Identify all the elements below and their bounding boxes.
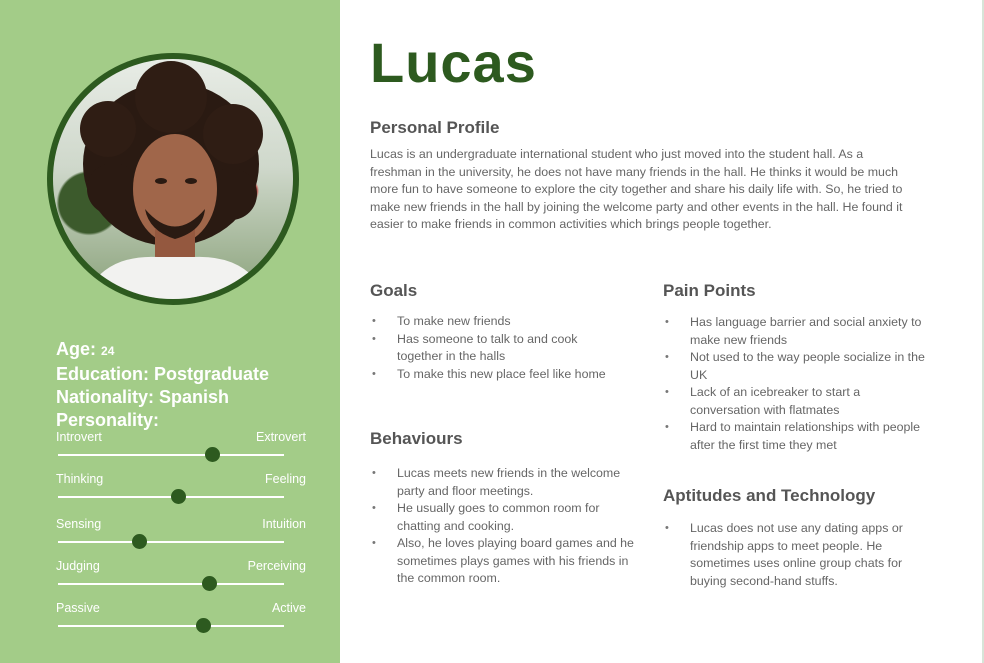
- pain-points-list: [663, 314, 933, 454]
- sidebar: [0, 0, 340, 663]
- list-item: • To make new friends: [370, 313, 620, 331]
- trait-right-label: Intuition: [262, 517, 306, 531]
- trait-slider-dot: [205, 447, 220, 462]
- trait-left-label: Introvert: [56, 430, 102, 444]
- trait-left-label: Thinking: [56, 472, 104, 486]
- nationality-row: [56, 386, 269, 409]
- nationality-value: Spanish: [159, 387, 230, 407]
- age-label: Age:: [56, 339, 96, 359]
- goals-heading: Goals: [370, 281, 418, 300]
- list-item: • To make this new place feel like home: [370, 366, 620, 384]
- list-item: • Has language barrier and social anxiety to make new friends: [663, 314, 933, 349]
- trait-slider-dot: [171, 489, 186, 504]
- trait-left-label: Passive: [56, 601, 100, 615]
- personal-profile-heading: Personal Profile: [370, 118, 500, 137]
- portrait-illustration: [53, 59, 293, 299]
- trait-slider-dot: [196, 618, 211, 633]
- trait-slider-dot: [132, 534, 147, 549]
- list-item: • Not used to the way people socialize in the UK: [663, 349, 933, 384]
- pain-points-heading: Pain Points: [663, 281, 756, 300]
- persona-facts: [56, 338, 269, 432]
- trait-right-label: Feeling: [265, 472, 306, 486]
- trait-right-label: Active: [271, 601, 306, 615]
- trait-left-label: Judging: [56, 559, 100, 573]
- list-item: • Hard to maintain relationships with people after the first time they met: [663, 419, 933, 454]
- list-item: • Lucas does not use any dating apps or friendship apps to meet people. He sometimes uses online group chats for buying second-hand stuffs.: [663, 520, 928, 590]
- personal-profile-text: Lucas is an undergraduate international student who just moved into the student hall. As a freshman in the university, he does not have many friends in the hall. He thinks it would be much more fun to have someone to explore the city together and share his daily life with. So, he tried to make new friends in the hall by joining the welcome party and other events in the hall. He found it easier to make friends in common activities which brings people together.: [370, 147, 903, 231]
- aptitudes-heading: Aptitudes and Technology: [663, 486, 876, 505]
- trait-scale-line: [58, 454, 284, 456]
- persona-name: Lucas: [370, 31, 537, 94]
- education-row: [56, 363, 269, 386]
- list-item: • Has someone to talk to and cook together in the halls: [370, 331, 620, 366]
- age-row: [56, 338, 269, 363]
- trait-left-label: Sensing: [56, 517, 102, 531]
- list-item: • Lack of an icebreaker to start a conversation with flatmates: [663, 384, 933, 419]
- behaviours-list: [370, 465, 640, 588]
- avatar: [47, 53, 299, 305]
- nationality-label: Nationality:: [56, 387, 155, 407]
- behaviours-heading: Behaviours: [370, 429, 463, 448]
- trait-right-label: Perceiving: [247, 559, 306, 573]
- list-item: • Lucas meets new friends in the welcome party and floor meetings.: [370, 465, 640, 500]
- age-value: 24: [101, 344, 115, 358]
- goals-list: [370, 313, 620, 383]
- list-item: • Also, he loves playing board games and he sometimes plays games with his friends in the common room.: [370, 535, 640, 588]
- aptitudes-list: [663, 520, 928, 590]
- trait-scale-line: [58, 541, 284, 543]
- trait-scale-line: [58, 625, 284, 627]
- trait-slider-dot: [202, 576, 217, 591]
- personality-label: Personality:: [56, 410, 160, 430]
- trait-right-label: Extrovert: [255, 430, 306, 444]
- list-item: • He usually goes to common room for chatting and cooking.: [370, 500, 640, 535]
- trait-scale-line: [58, 583, 284, 585]
- education-label: Education:: [56, 364, 149, 384]
- education-value: Postgraduate: [154, 364, 270, 384]
